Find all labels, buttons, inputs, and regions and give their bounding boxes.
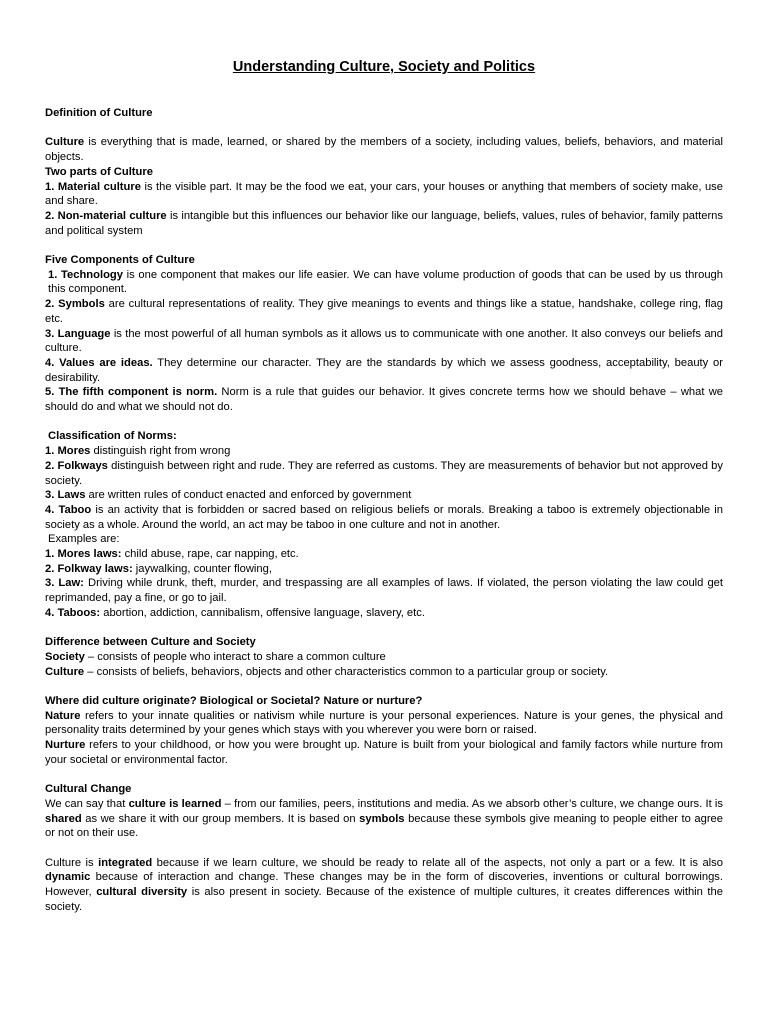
- norm-item: 4. Taboo is an activity that is forbidden or sacred based on religious beliefs or morals. Breaking a taboo is extremely objectionable in society as a whole. Around the world, an act may be taboo in one culture and not in another.: [45, 503, 723, 531]
- examples-label: Examples are:: [48, 533, 120, 546]
- nature-paragraph: Nature refers to your innate qualities or nativism while nurture is your personal experiences. Nature is your genes, the physical and personality traits determined by your genes which stays with you wherever you were born or raised.: [45, 709, 723, 737]
- nonmaterial-culture-item: 2. Non-material culture is intangible but this influences our behavior like our language, beliefs, values, rules of behavior, family patterns and political system: [45, 209, 723, 237]
- culture-definition-2: Culture – consists of beliefs, behaviors, objects and other characteristics common to a particular group or society.: [45, 665, 609, 678]
- components-section: [45, 253, 723, 415]
- document-title: Understanding Culture, Society and Politics: [232, 59, 536, 75]
- component-item: 2. Symbols are cultural representations of reality. They give meanings to events and things like a statue, handshake, college ring, flag etc.: [45, 298, 723, 325]
- origin-section: [45, 694, 723, 768]
- difference-heading: Difference between Culture and Society: [45, 636, 256, 649]
- component-item: 4. Values are ideas. They determine our character. They are the standards by which we assess goodness, acceptability, beauty or desirability.: [45, 356, 723, 384]
- example-item: 4. Taboos: abortion, addiction, cannibalism, offensive language, slavery, etc.: [45, 606, 425, 619]
- norm-item: 2. Folkways distinguish between right and rude. They are referred as customs. They are measurements of behavior but not approved by society.: [45, 459, 723, 487]
- nurture-paragraph: Nurture refers to your childhood, or how you were brought up. Nature is built from your biological and family factors while nurture from your societal or environmental factor.: [45, 739, 723, 766]
- change-heading: Cultural Change: [45, 783, 132, 796]
- culture-definition: Culture is everything that is made, learned, or shared by the members of a society, including values, beliefs, behaviors, and material objects.: [45, 136, 723, 164]
- change-section: [45, 782, 723, 914]
- change-paragraph-1: We can say that culture is learned – from our families, peers, institutions and media. As we absorb other’s culture, we change ours. It is shared as we share it with our group members. It is based on symbols because these symbols give meaning to people either to agree or not on their use.: [45, 797, 723, 840]
- difference-section: [45, 635, 723, 679]
- norms-section: [45, 429, 723, 620]
- example-item: 1. Mores laws: child abuse, rape, car napping, etc.: [45, 548, 299, 561]
- definition-heading: Definition of Culture: [45, 107, 153, 119]
- society-definition: Society – consists of people who interact to share a common culture: [45, 650, 386, 663]
- example-item: 2. Folkway laws: jaywalking, counter flowing,: [45, 562, 272, 575]
- norms-heading: Classification of Norms:: [48, 430, 177, 443]
- document-page: [45, 58, 723, 915]
- component-item: 5. The fifth component is norm. Norm is a rule that guides our behavior. It gives concrete terms how we should behave – what we should do and what we should not do.: [45, 386, 723, 414]
- example-item: 3. Law: Driving while drunk, theft, murder, and trespassing are all examples of laws. If violated, the person violating the law could get reprimanded, pay a fine, or go to jail.: [45, 577, 724, 605]
- component-item: 3. Language is the most powerful of all human symbols as it allows us to communicate with one another. It also conveys our beliefs and culture.: [45, 327, 723, 355]
- components-heading: Five Components of Culture: [45, 254, 195, 266]
- norm-item: 3. Laws are written rules of conduct enacted and enforced by government: [45, 489, 412, 502]
- two-parts-heading: Two parts of Culture: [45, 165, 153, 178]
- component-item: 1. Technology is one component that makes our life easier. We can have volume production of goods that can be used by us through this component.: [48, 268, 724, 296]
- change-paragraph-2: Culture is integrated because if we learn culture, we should be ready to relate all of the aspects, not only a part or a few. It is also dynamic because of interaction and change. These changes may be in the form of discoveries, inventions or cultural borrowings. However, cultural diversity is also present in society. Because of the existence of multiple cultures, it creates differences within the society.: [45, 856, 723, 913]
- norm-item: 1. Mores distinguish right from wrong: [45, 445, 231, 458]
- origin-heading: Where did culture originate? Biological or Societal? Nature or nurture?: [45, 695, 423, 708]
- material-culture-item: 1. Material culture is the visible part. It may be the food we eat, your cars, your houses or anything that members of society make, use and share.: [45, 180, 723, 208]
- definition-section: [45, 106, 723, 238]
